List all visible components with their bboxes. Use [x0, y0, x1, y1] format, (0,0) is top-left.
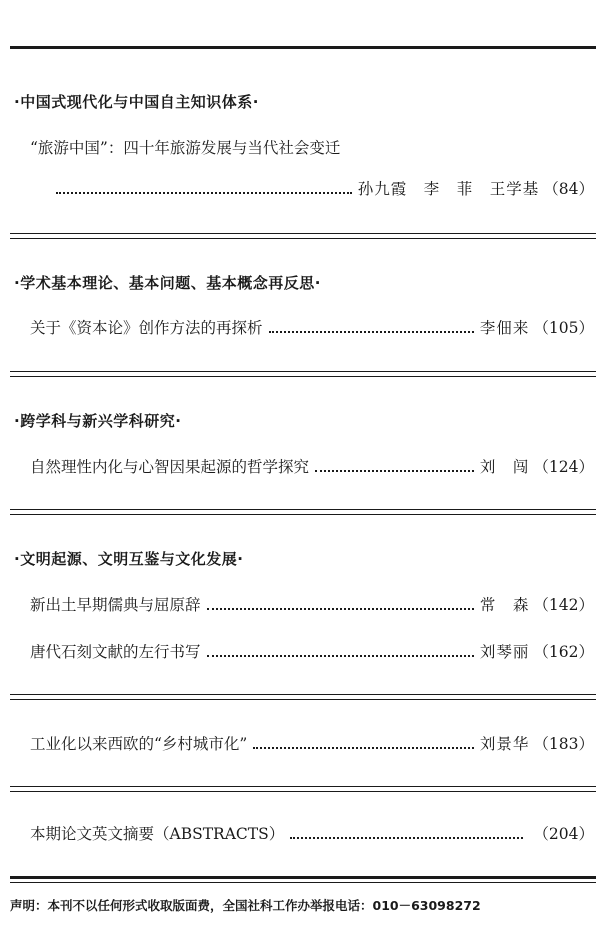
entry-page: （183） — [533, 735, 594, 753]
toc-entry-abstracts[interactable] — [30, 822, 594, 844]
entry-title: 关于《资本论》创作方法的再探析 — [30, 319, 263, 337]
dot-leader — [290, 837, 523, 839]
entry-page: （105） — [533, 319, 594, 337]
entry-page: （204） — [533, 825, 594, 843]
section-heading-basic-theory: ·学术基本理论、基本问题、基本概念再反思· — [14, 274, 321, 292]
entry-title: 自然理性内化与心智因果起源的哲学探究 — [30, 458, 310, 476]
toc-entry-rural-urbanization[interactable] — [30, 732, 594, 754]
section-divider — [10, 786, 596, 792]
entry-page: （124） — [533, 458, 594, 476]
entry-author: 孙九霞 李 菲 王学基 — [357, 180, 540, 198]
section-heading-modernization: ·中国式现代化与中国自主知识体系· — [14, 93, 259, 111]
toc-entry-tourism-china-authors[interactable] — [56, 177, 594, 199]
toc-entry-natural-reason[interactable] — [30, 455, 594, 477]
entry-author: 李佃来 — [479, 319, 530, 337]
dot-leader — [315, 470, 474, 472]
entry-author: 刘琴丽 — [479, 643, 530, 661]
entry-title: 唐代石刻文献的左行书写 — [30, 643, 201, 661]
top-rule — [10, 46, 596, 49]
section-divider — [10, 371, 596, 377]
dot-leader — [207, 608, 474, 610]
entry-author: 刘景华 — [479, 735, 530, 753]
entry-title: 工业化以来西欧的“乡村城市化” — [30, 735, 248, 753]
dot-leader — [253, 747, 474, 749]
section-heading-interdisciplinary: ·跨学科与新兴学科研究· — [14, 412, 182, 430]
entry-title: “旅游中国”：四十年旅游发展与当代社会变迁 — [30, 139, 341, 157]
bottom-rule-thin — [10, 882, 596, 883]
section-divider — [10, 233, 596, 239]
toc-entry-tourism-china[interactable] — [30, 136, 594, 158]
entry-page: （142） — [533, 596, 594, 614]
toc-entry-stone-inscriptions[interactable] — [30, 640, 594, 662]
section-divider — [10, 694, 596, 700]
dot-leader — [56, 192, 352, 194]
entry-title: 新出土早期儒典与屈原辞 — [30, 596, 201, 614]
entry-author: 常 森 — [479, 596, 530, 614]
footer-notice: 声明：本刊不以任何形式收取版面费，全国社科工作办举报电话：010－63098272 — [10, 898, 481, 913]
dot-leader — [269, 331, 474, 333]
toc-entry-capital[interactable] — [30, 316, 594, 338]
bottom-rule — [10, 876, 596, 879]
entry-title: 本期论文英文摘要（ABSTRACTS） — [30, 825, 285, 843]
section-heading-civilization: ·文明起源、文明互鉴与文化发展· — [14, 550, 244, 568]
dot-leader — [207, 655, 474, 657]
entry-page: （84） — [543, 180, 594, 198]
toc-entry-confucian-texts[interactable] — [30, 593, 594, 615]
section-divider — [10, 509, 596, 515]
entry-page: （162） — [533, 643, 594, 661]
entry-author: 刘 闯 — [479, 458, 530, 476]
